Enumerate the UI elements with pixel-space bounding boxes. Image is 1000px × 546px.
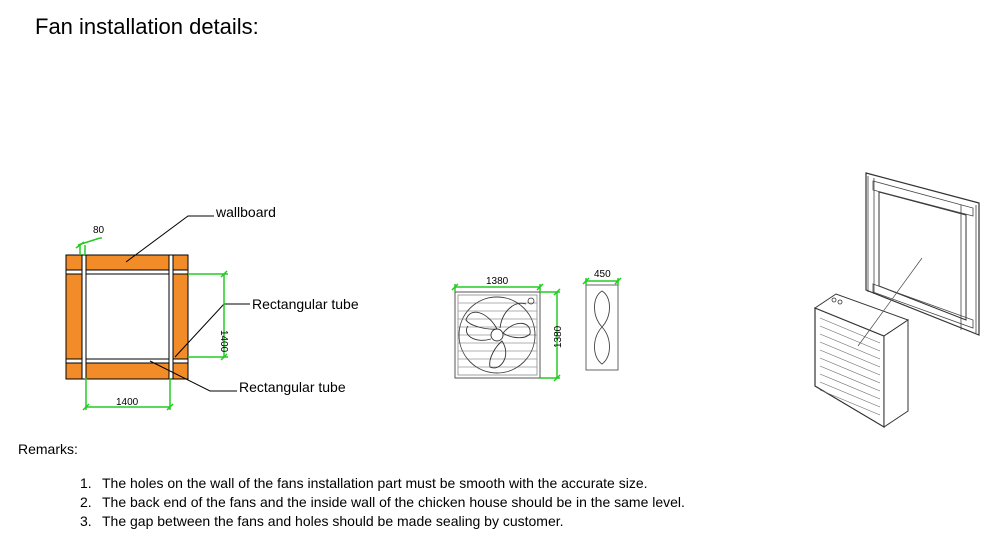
width-dimension: 1400 <box>116 397 139 408</box>
fan-front-view <box>452 276 564 381</box>
wall-opening-drawing <box>66 204 359 410</box>
remarks-heading: Remarks: <box>18 441 78 457</box>
remark-item <box>80 493 685 512</box>
remark-number: 2. <box>80 494 92 510</box>
wall-opening <box>86 274 169 359</box>
wallboard-label: wallboard <box>216 204 276 220</box>
rectangular-tube-label-2: Rectangular tube <box>239 379 346 395</box>
dimension-80 <box>76 238 102 255</box>
rectangular-tube-right <box>169 255 173 379</box>
height-dimension: 1400 <box>218 330 229 353</box>
fan-depth-dimension: 450 <box>594 269 611 280</box>
fan-hub <box>491 329 503 341</box>
fan-height-dimension: 1380 <box>553 325 564 348</box>
rectangular-tube-left <box>82 255 86 379</box>
rectangular-tube-label-1: Rectangular tube <box>252 296 359 312</box>
remarks-list <box>80 474 685 531</box>
fan-3d-installation-view <box>815 173 979 427</box>
frame-width-dimension: 80 <box>93 225 105 236</box>
remark-text: The back end of the fans and the inside wall of the chicken house should be in the same level. <box>102 494 685 510</box>
remark-number: 1. <box>80 475 92 491</box>
remark-item <box>80 474 685 493</box>
remark-text: The holes on the wall of the fans installation part must be smooth with the accurate size. <box>102 475 648 491</box>
remark-item <box>80 512 685 531</box>
remark-number: 3. <box>80 513 92 529</box>
remark-text: The gap between the fans and holes should be made sealing by customer. <box>102 513 564 529</box>
fan-side-view <box>583 269 621 370</box>
fan-width-dimension: 1380 <box>486 276 509 287</box>
page-title: Fan installation details: <box>35 14 259 39</box>
